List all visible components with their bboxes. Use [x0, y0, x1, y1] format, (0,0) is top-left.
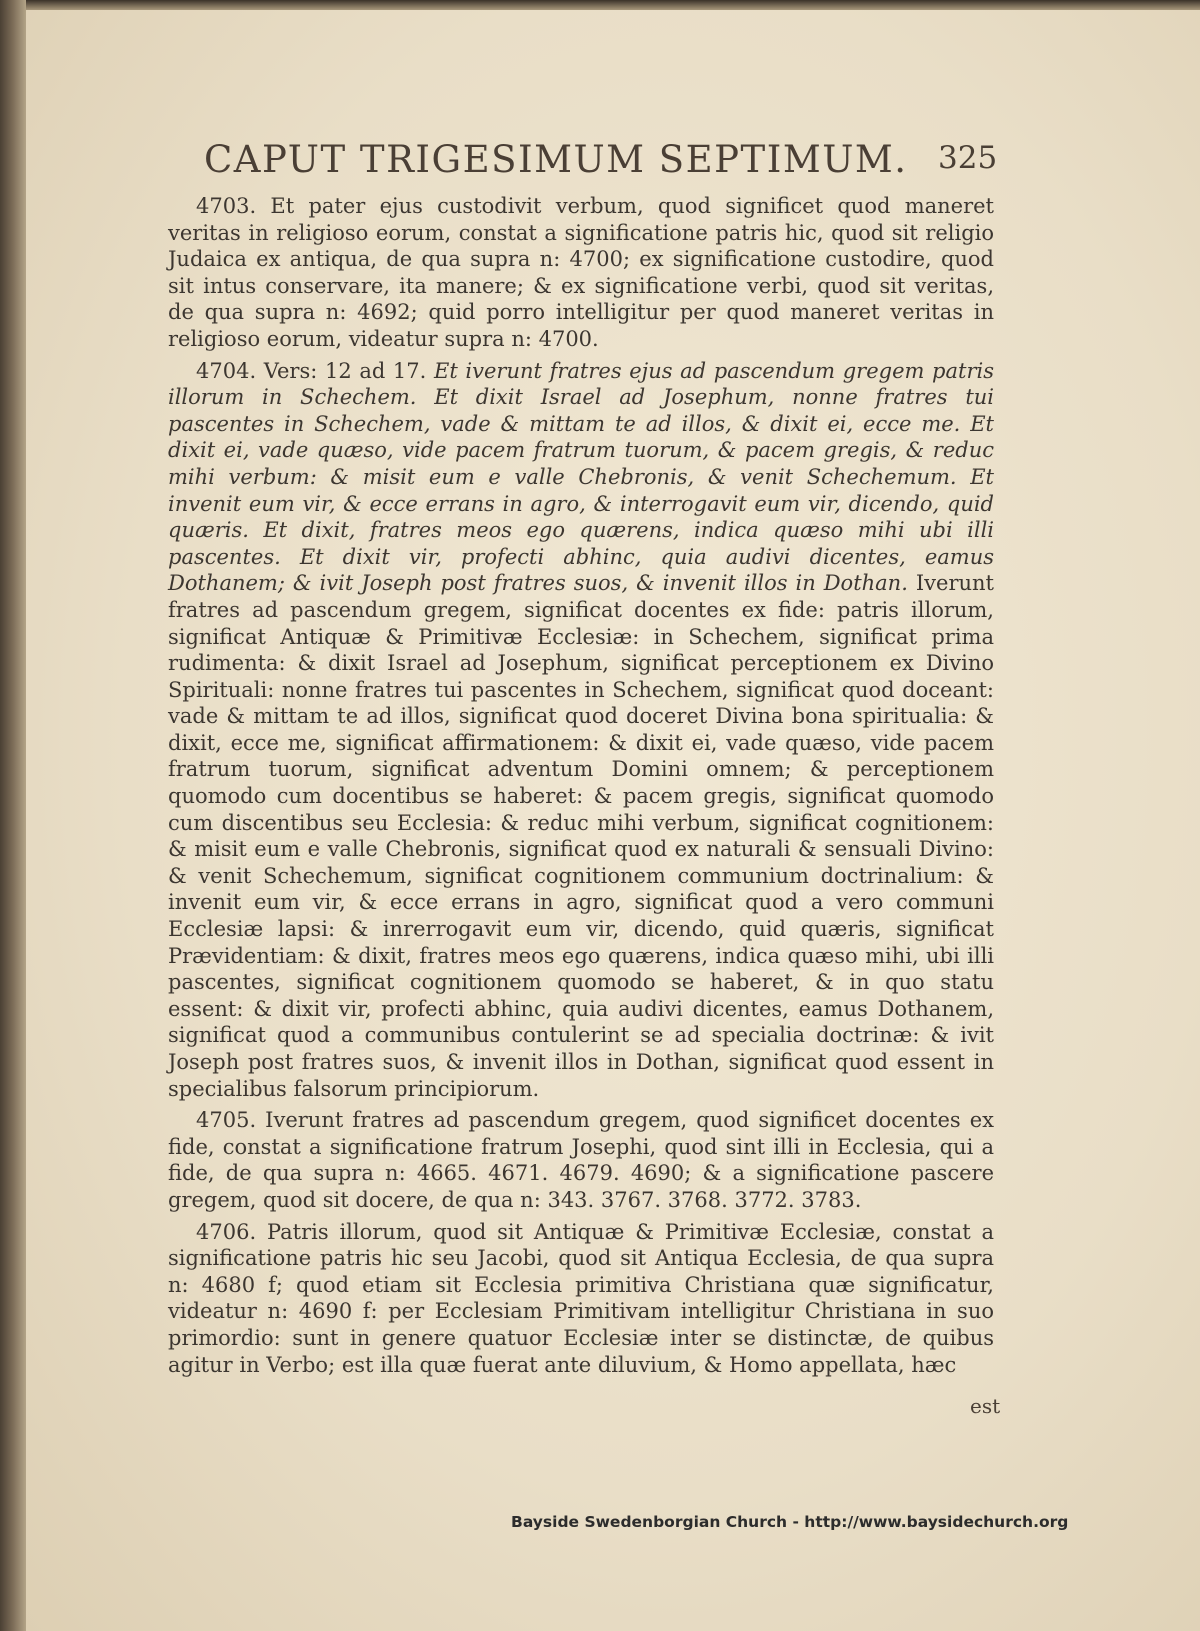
- paragraph-4703: 4703. Et pater ejus custodivit verbum, quod significet quod maneret veritas in religioso eorum, constat a significatione patris hic, quod sit religio Judaica ex antiqua, de qua supra n: 4700; ex significatione custodire, quod sit intus conservare, ita manere; & ex significatione verbi, quod sit veritas, de qua supra n: 4692; quid porro intelligitur per quod maneret veritas in religioso eorum, videatur supra n: 4700.: [168, 194, 994, 351]
- paragraph-4705: 4705. Iverunt fratres ad pascendum gregem, quod significet docentes ex fide, constat a significatione fratrum Josephi, quod sint illi in Ecclesia, qui a fide, de qua supra n: 4665. 4671. 4679. 4690; & a significatione pascere gregem, quod sit docere, de qua n: 343. 3767. 3768. 3772. 3783.: [168, 1108, 994, 1212]
- top-page-edge: [0, 0, 1200, 10]
- verse-quotation: Et iverunt fratres ejus ad pascendum gregem patris illorum in Schechem. Et dixit Israel ad Josephum, nonne fratres tui pascentes in Schechem, vade & mittam te ad illos, & dixit ei, ecce me. Et dixit ei, vade quæso, vide pacem fratrum tuorum, & pacem gregis, & reduc mihi verbum: & misit eum e valle Chebronis, & venit Schechemum. Et invenit eum vir, & ecce errans in agro, & interrogavit eum vir, dicendo, quid quæris. Et dixit, fratres meos ego quærens, indica quæso mihi ubi illi pascentes. Et dixit vir, profecti abhinc, quia audivi dicentes, eamus Dothanem; & ivit Joseph post fratres suos, & invenit illos in Dothan.: [168, 358, 994, 596]
- paragraph-4706: 4706. Patris illorum, quod sit Antiquæ & Primitivæ Ecclesiæ, constat a significatione patris hic seu Jacobi, quod sit Antiqua Ecclesia, de qua supra n: 4680 f; quod etiam sit Ecclesia primitiva Christiana quæ significatur, videatur n: 4690 f: per Ecclesiam Primitivam intelligitur Christiana in suo primordio: sunt in genere quatuor Ecclesiæ inter se distinctæ, de quibus agitur in Verbo; est illa quæ fuerat ante diluvium, & Homo appellata, hæc: [168, 1219, 994, 1377]
- page-number: 325: [938, 140, 998, 176]
- text-body: [168, 193, 994, 1383]
- catchword: est: [970, 1394, 1001, 1418]
- paragraph-4704: [168, 358, 994, 1103]
- book-binding-edge: [0, 0, 26, 1631]
- running-title: CAPUT TRIGESIMUM SEPTIMUM.: [204, 138, 908, 181]
- footer-credit: Bayside Swedenborgian Church - http://www.baysidechurch.org: [511, 1513, 1069, 1531]
- verse-explanation: Iverunt fratres ad pascendum gregem, significat docentes ex fide: patris illorum, significat Antiquæ & Primitivæ Ecclesiæ: in Schechem, significat prima rudimenta: & dixit Israel ad Josephum, significat perceptionem ex Divino Spirituali: nonne fratres tui pascentes in Schechem, significat quod doceant: vade & mittam te ad illos, significat quod doceret Divina bona spiritualia: & dixit, ecce me, significat affirmationem: & dixit ei, vade quæso, vide pacem fratrum tuorum, significat adventum Domini omnem; & perceptionem quomodo cum docentibus se haberet: & pacem gregis, significat quomodo cum discentibus seu Ecclesia: & reduc mihi verbum, significat cognitionem: & misit eum e valle Chebronis, significat quod ex naturali & sensuali Divino: & venit Schechemum, significat cognitionem communium doctrinalium: & invenit eum vir, & ecce errans in agro, significat quod a vero communi Ecclesiæ lapsi: & inrerrogavit eum vir, dicendo, quid quæris, significat Prævidentiam: & dixit, fratres meos ego quærens, indica quæso mihi, ubi illi pascentes, significat cognitionem quomodo se haberet, & in quo statu essent: & dixit vir, profecti abhinc, quia audivi dicentes, eamus Dothanem, significat quod a communibus contulerint se ad specialia doctrinæ: & ivit Joseph post fratres suos, & invenit illos in Dothan, significat quod essent in specialibus falsorum principiorum.: [168, 571, 994, 1101]
- verse-reference: 4704. Vers: 12 ad 17.: [196, 358, 427, 383]
- page-header: [26, 138, 1200, 188]
- book-page: [26, 10, 1200, 1631]
